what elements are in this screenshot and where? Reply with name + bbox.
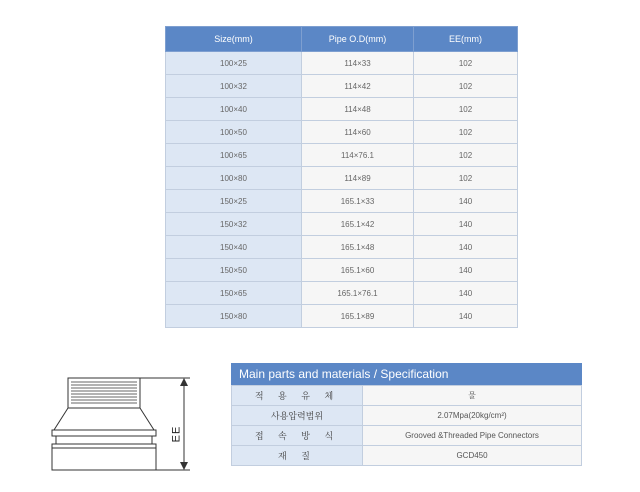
size-cell: 150×65 xyxy=(166,282,302,305)
ee-cell: 102 xyxy=(414,121,518,144)
ee-cell: 140 xyxy=(414,282,518,305)
spec-title: Main parts and materials / Specification xyxy=(231,363,582,385)
ee-cell: 102 xyxy=(414,144,518,167)
spec-row xyxy=(232,406,582,426)
header-pipe-od: Pipe O.D(mm) xyxy=(302,27,414,52)
size-table-row xyxy=(166,75,518,98)
size-table-row xyxy=(166,282,518,305)
header-ee: EE(mm) xyxy=(414,27,518,52)
spec-row xyxy=(232,426,582,446)
spec-value: 물 xyxy=(363,386,582,406)
ee-cell: 140 xyxy=(414,305,518,328)
size-cell: 100×65 xyxy=(166,144,302,167)
size-table-row xyxy=(166,305,518,328)
size-table-row xyxy=(166,121,518,144)
pipe-od-cell: 165.1×33 xyxy=(302,190,414,213)
pipe-od-cell: 165.1×48 xyxy=(302,236,414,259)
ee-cell: 102 xyxy=(414,167,518,190)
size-table xyxy=(165,26,518,328)
thread-lines xyxy=(71,382,137,403)
spec-row xyxy=(232,386,582,406)
ee-cell: 140 xyxy=(414,213,518,236)
pipe-od-cell: 165.1×60 xyxy=(302,259,414,282)
size-cell: 100×80 xyxy=(166,167,302,190)
size-cell: 100×32 xyxy=(166,75,302,98)
size-table-row xyxy=(166,190,518,213)
size-table-row xyxy=(166,213,518,236)
dimension-arrow-top xyxy=(180,378,188,386)
ee-cell: 140 xyxy=(414,190,518,213)
spec-table xyxy=(231,363,582,466)
size-cell: 150×25 xyxy=(166,190,302,213)
pipe-od-cell: 114×33 xyxy=(302,52,414,75)
dimension-label-ee: EE xyxy=(170,425,183,443)
size-cell: 100×50 xyxy=(166,121,302,144)
size-table-row xyxy=(166,167,518,190)
ee-cell: 140 xyxy=(414,259,518,282)
spec-key: 적 용 유 체 xyxy=(232,386,363,406)
size-cell: 100×25 xyxy=(166,52,302,75)
pipe-od-cell: 165.1×89 xyxy=(302,305,414,328)
dimension-arrow-bottom xyxy=(180,462,188,470)
size-cell: 150×40 xyxy=(166,236,302,259)
size-cell: 100×40 xyxy=(166,98,302,121)
size-table-row xyxy=(166,144,518,167)
size-table-row xyxy=(166,259,518,282)
size-cell: 150×50 xyxy=(166,259,302,282)
spec-rows xyxy=(231,385,582,466)
spec-key: 재 질 xyxy=(232,446,363,466)
ee-cell: 102 xyxy=(414,75,518,98)
spec-value: GCD450 xyxy=(363,446,582,466)
ee-cell: 140 xyxy=(414,236,518,259)
spec-value: 2.07Mpa(20kg/cm²) xyxy=(363,406,582,426)
size-cell: 150×80 xyxy=(166,305,302,328)
pipe-od-cell: 114×89 xyxy=(302,167,414,190)
spec-key: 사용압력범위 xyxy=(232,406,363,426)
size-table-row xyxy=(166,52,518,75)
size-cell: 150×32 xyxy=(166,213,302,236)
ee-cell: 102 xyxy=(414,52,518,75)
pipe-od-cell: 165.1×76.1 xyxy=(302,282,414,305)
size-table-row xyxy=(166,98,518,121)
spec-row xyxy=(232,446,582,466)
pipe-od-cell: 114×60 xyxy=(302,121,414,144)
pipe-od-cell: 114×42 xyxy=(302,75,414,98)
ee-cell: 102 xyxy=(414,98,518,121)
pipe-od-cell: 114×48 xyxy=(302,98,414,121)
size-table-body xyxy=(166,52,518,328)
spec-key: 접 속 방 식 xyxy=(232,426,363,446)
spec-value: Grooved &Threaded Pipe Connectors xyxy=(363,426,582,446)
pipe-od-cell: 165.1×42 xyxy=(302,213,414,236)
pipe-od-cell: 114×76.1 xyxy=(302,144,414,167)
size-table-header-row xyxy=(166,27,518,52)
header-size: Size(mm) xyxy=(166,27,302,52)
size-table-row xyxy=(166,236,518,259)
